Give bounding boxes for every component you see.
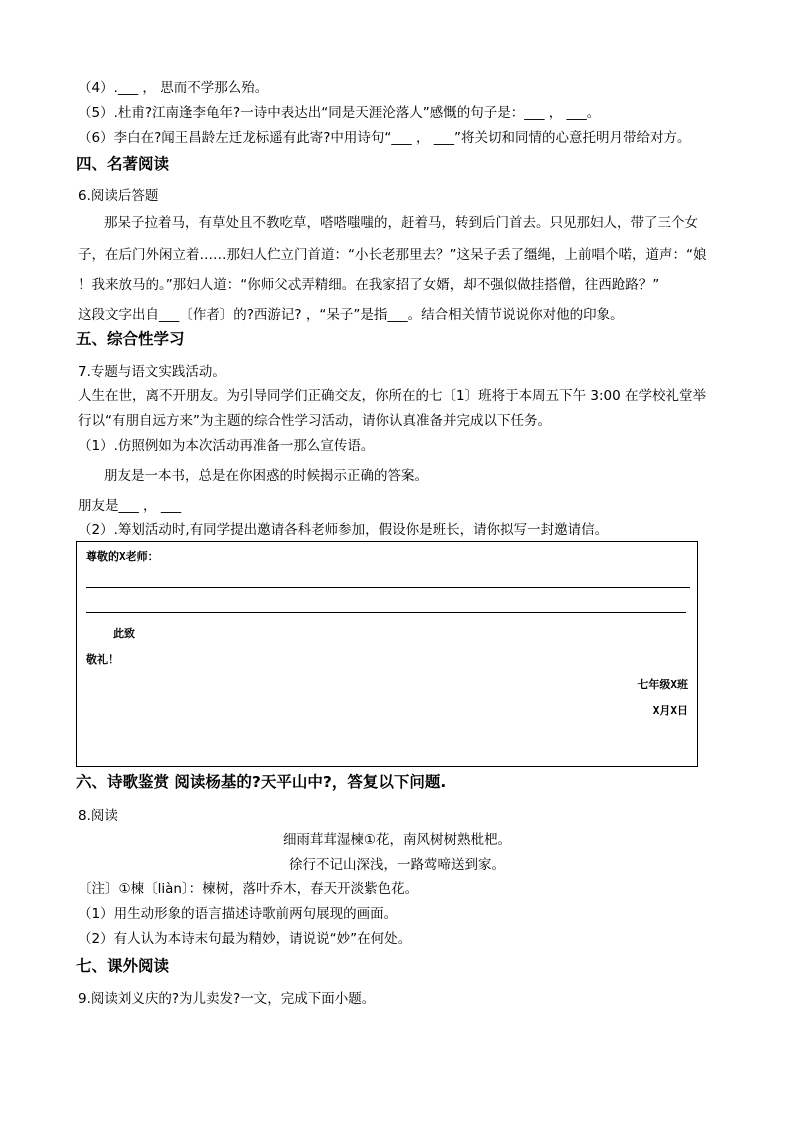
question-5-4: （4）.___ ， 思而不学那么殆。 <box>78 80 269 96</box>
question-8-2: （2）有人认为本诗末句最为精妙，请说说“妙”在何处。 <box>78 931 412 947</box>
section-heading-5: 五、综合性学习 <box>76 330 185 348</box>
letter-writing-line-1 <box>86 587 690 588</box>
question-8-title: 8.阅读 <box>78 808 118 824</box>
question-7-2: （2）.筹划活动时,有同学提出邀请各科老师参加，假设你是班长，请你拟写一封邀请信。 <box>78 522 609 538</box>
question-7-blank: 朋友是___ ， ___ <box>78 498 182 514</box>
letter-closing-2: 敬礼！ <box>86 653 119 666</box>
question-8-1: （1）用生动形象的语言描述诗歌前两句展现的画面。 <box>78 906 398 922</box>
section-heading-4: 四、名著阅读 <box>76 155 170 173</box>
poem-line-1: 细雨茸茸湿楝①花，南风树树熟枇杷。 <box>282 832 512 848</box>
question-7-intro-line-1: 人生在世，离不开朋友。为引导同学们正确交友，你所在的七〔1〕班将于本周五下午 3:00 在学校礼堂举 <box>78 388 706 404</box>
letter-writing-line-2 <box>86 612 686 613</box>
poem-annotation: 〔注〕①楝〔liàn〕：楝树，落叶乔木，春天开淡紫色花。 <box>78 881 419 897</box>
question-5-6: （6）李白在?闻王昌龄左迁龙标遥有此寄?中用诗句“___ ， ___”将关切和同情的心意托明月带给对方。 <box>78 130 691 146</box>
question-9-title: 9.阅读刘义庆的?为儿卖发?一文，完成下面小题。 <box>78 991 376 1007</box>
question-6-prompt: 这段文字出自___〔作者〕的?西游记? ，“呆子”是指___。结合相关情节说说你对他的印象。 <box>78 307 624 323</box>
question-6-title: 6.阅读后答题 <box>78 188 159 204</box>
letter-salutation: 尊敬的X老师： <box>86 550 159 563</box>
letter-signature-class: 七年级X班 <box>637 678 688 691</box>
question-6-passage-line-1: 那呆子拉着马，有草处且不教吃草，嗒嗒嗤嗤的，赶着马，转到后门首去。只见那妇人，带了三个女 <box>104 215 698 231</box>
invitation-letter-box <box>76 541 698 767</box>
question-7-intro-line-2: 行以“有朋自远方来”为主题的综合性学习活动，请你认真准备并完成以下任务。 <box>78 413 551 429</box>
question-7-title: 7.专题与语文实践活动。 <box>78 364 226 380</box>
letter-signature-date: X月X日 <box>652 704 688 717</box>
section-heading-7: 七、课外阅读 <box>76 957 170 975</box>
question-5-5: （5）.杜甫?江南逢李龟年?一诗中表达出“同是天涯沦落人”感慨的句子是：___ ， ___。 <box>78 105 601 121</box>
question-6-passage-line-3: ！我来放马的。”那妇人道：“你师父忒弄精细。在我家招了女婿，却不强似做挂搭僧，往西跄路？” <box>78 277 660 293</box>
section-heading-6: 六、诗歌鉴赏 阅读杨基的?天平山中?，答复以下问题. <box>76 773 447 791</box>
question-7-1: （1）.仿照例如为本次活动再准备一那么宣传语。 <box>78 438 375 454</box>
letter-closing-1: 此致 <box>113 627 135 640</box>
question-6-passage-line-2: 子，在后门外闲立着……那妇人伫立门首道：“小长老那里去？”这呆子丢了缰绳，上前唱个喏，道声：“娘 <box>78 247 707 263</box>
question-7-example: 朋友是一本书，总是在你困惑的时候揭示正确的答案。 <box>104 468 428 484</box>
poem-line-2: 徐行不记山深浅，一路莺啼送到家。 <box>289 857 505 873</box>
